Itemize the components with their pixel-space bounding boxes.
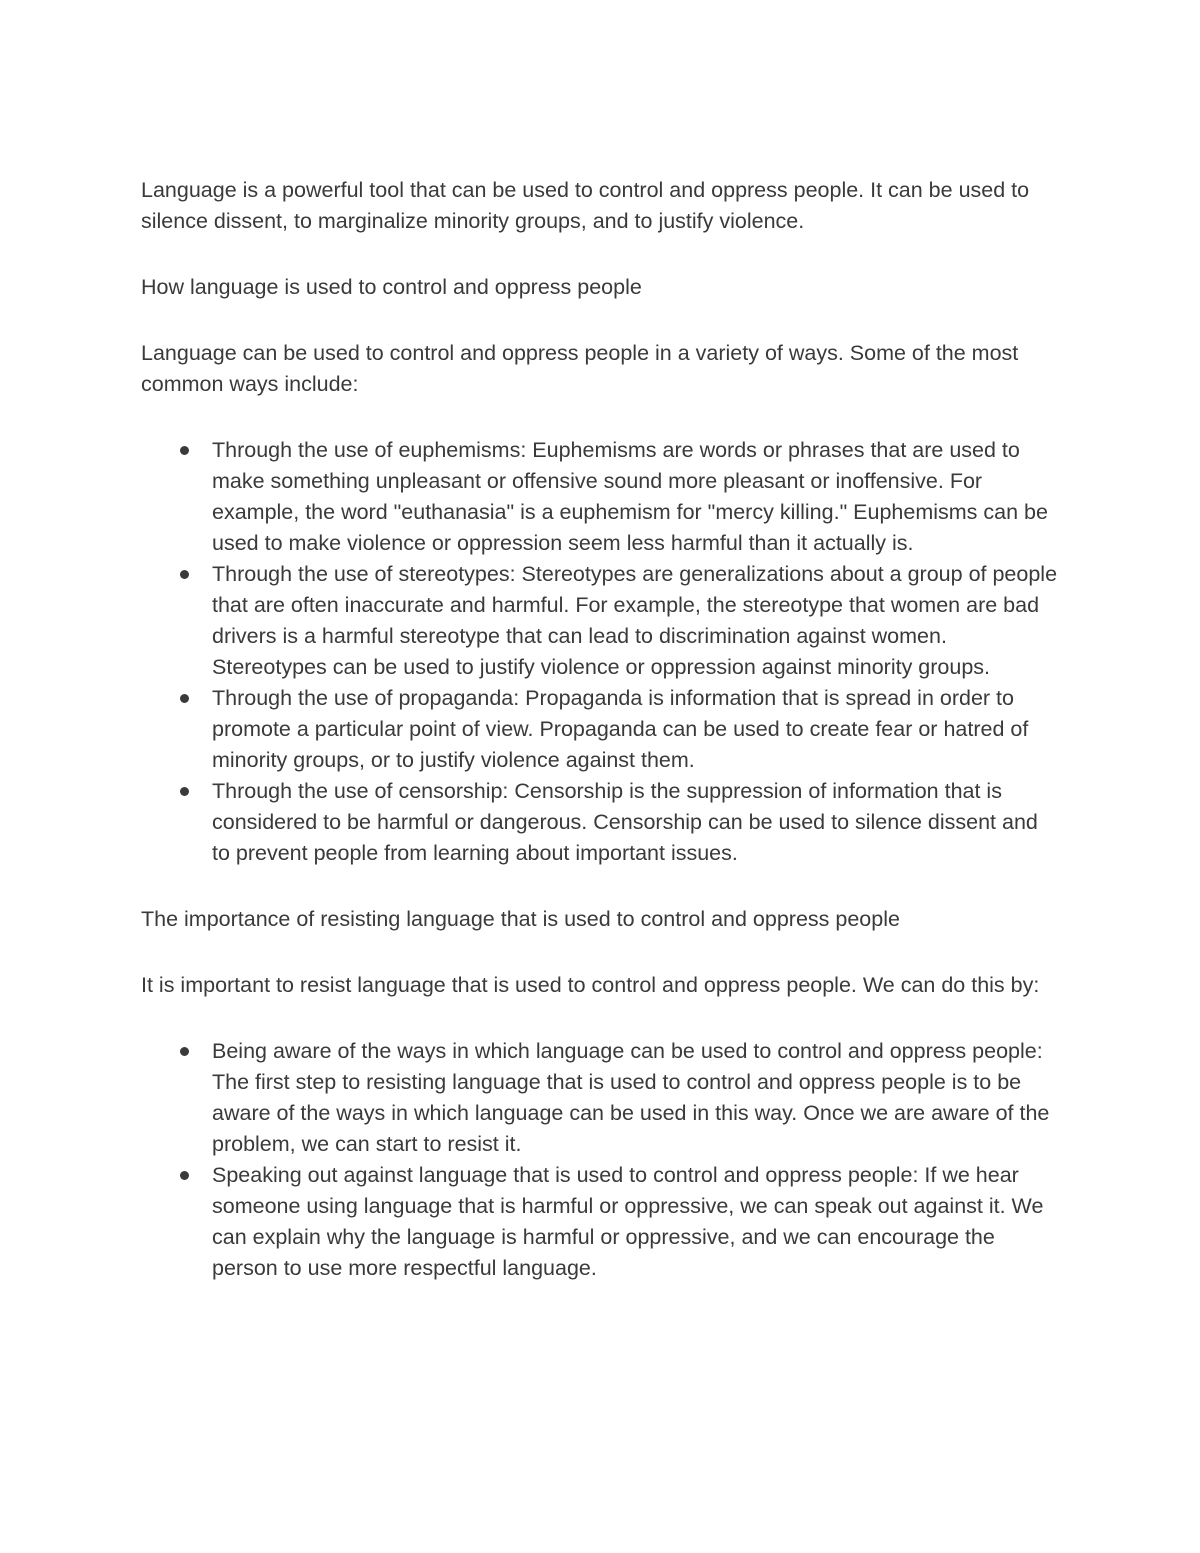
- section-heading-how: How language is used to control and oppress people: [141, 275, 642, 299]
- bullet-icon: [180, 787, 189, 796]
- intro-paragraph: Language is a powerful tool that can be used to control and oppress people. It can be used to silence dissent, to marginalize minority groups, and to justify violence.: [141, 178, 1030, 233]
- list-item-text: Being aware of the ways in which language can be used to control and oppress people: The first step to resisting language that is used to control and oppress people is to be aware of the ways in which language can be used in this way. Once we are aware of the problem, we can start to resist it.: [212, 1039, 1050, 1156]
- list-item: [141, 776, 1061, 869]
- bullet-icon: [180, 570, 189, 579]
- list-item: [141, 435, 1061, 559]
- resist-intro-paragraph: It is important to resist language that is used to control and oppress people. We can do this by:: [141, 973, 1040, 997]
- list-item: [141, 683, 1061, 776]
- ways-list: [141, 435, 1061, 869]
- list-item-text: Through the use of euphemisms: Euphemisms are words or phrases that are used to make something unpleasant or offensive sound more pleasant or inoffensive. For example, the word "euthanasia" is a euphemism for "mercy killing." Euphemisms can be used to make violence or oppression seem less harmful than it actually is.: [212, 438, 1048, 555]
- list-item-text: Through the use of propaganda: Propaganda is information that is spread in order to promote a particular point of view. Propaganda can be used to create fear or hatred of minority groups, or to justify violence against them.: [212, 686, 1029, 772]
- list-item-text: Through the use of censorship: Censorship is the suppression of information that is considered to be harmful or dangerous. Censorship can be used to silence dissent and to prevent people from learning about important issues.: [212, 779, 1038, 865]
- ways-intro-paragraph: Language can be used to control and oppress people in a variety of ways. Some of the most common ways include:: [141, 341, 1019, 396]
- list-item: [141, 1036, 1061, 1160]
- bullet-icon: [180, 446, 189, 455]
- list-item-text: Through the use of stereotypes: Stereotypes are generalizations about a group of people that are often inaccurate and harmful. For example, the stereotype that women are bad drivers is a harmful stereotype that can lead to discrimination against women. Stereotypes can be used to justify violence or oppression against minority groups.: [212, 562, 1058, 679]
- document-page: [141, 175, 1061, 1319]
- bullet-icon: [180, 694, 189, 703]
- resist-list: [141, 1036, 1061, 1284]
- list-item: [141, 559, 1061, 683]
- list-item-text: Speaking out against language that is used to control and oppress people: If we hear someone using language that is harmful or oppressive, we can speak out against it. We can explain why the language is harmful or oppressive, and we can encourage the person to use more respectful language.: [212, 1163, 1044, 1280]
- section-heading-importance: The importance of resisting language that is used to control and oppress people: [141, 907, 900, 931]
- bullet-icon: [180, 1171, 189, 1180]
- list-item: [141, 1160, 1061, 1284]
- bullet-icon: [180, 1047, 189, 1056]
